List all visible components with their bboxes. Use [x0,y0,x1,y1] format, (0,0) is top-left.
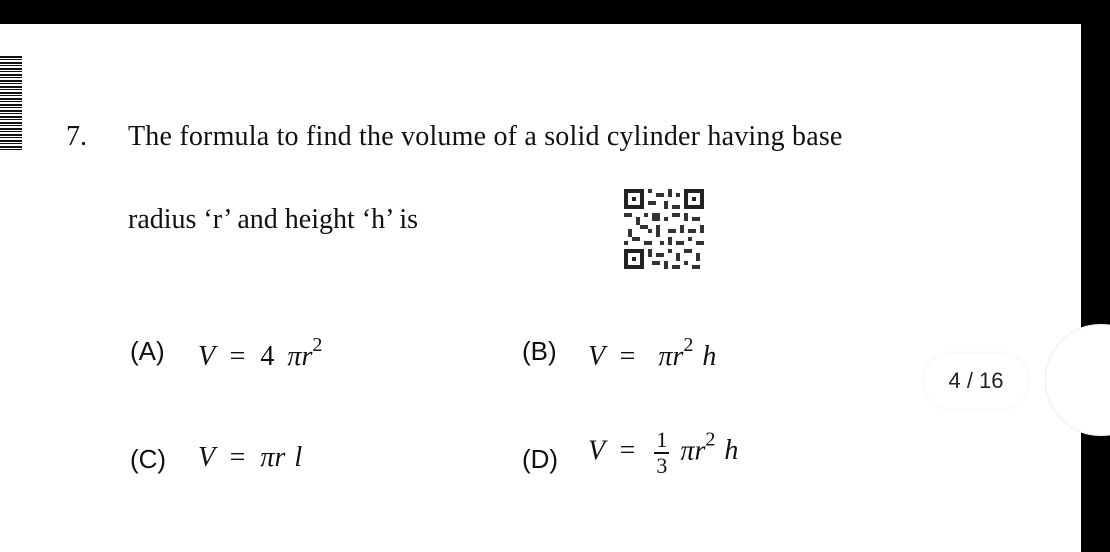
question-text-line-2: radius ‘r’ and height ‘h’ is [128,204,419,235]
option-d-label: (D) [522,444,559,474]
option-a-formula: V = 4 $\pi r^2$ [198,334,323,372]
fraction: $\frac{1}{3}$ [656,427,668,478]
option-d-formula: V = $\frac{1}{3}$ $\pi r^2$ h [588,427,739,478]
option-c-formula: V = πr l [198,442,303,473]
option-a-label: (A) [130,336,165,366]
document-page [0,24,1081,552]
option-c-label: (C) [130,444,167,474]
option-b-label: (B) [522,336,557,366]
option-b-formula: $V = \pi r^2$ h [588,334,717,372]
question-number: 7. [66,121,87,152]
barcode-icon [0,56,22,151]
qr-code-icon [624,189,704,269]
screen-edge [1081,0,1110,552]
question-text-line-1: The formula to find the volume of a solid cylinder having base [128,121,843,152]
side-scroll-handle[interactable] [1045,324,1110,436]
page-indicator: 4 / 16 [924,354,1028,408]
